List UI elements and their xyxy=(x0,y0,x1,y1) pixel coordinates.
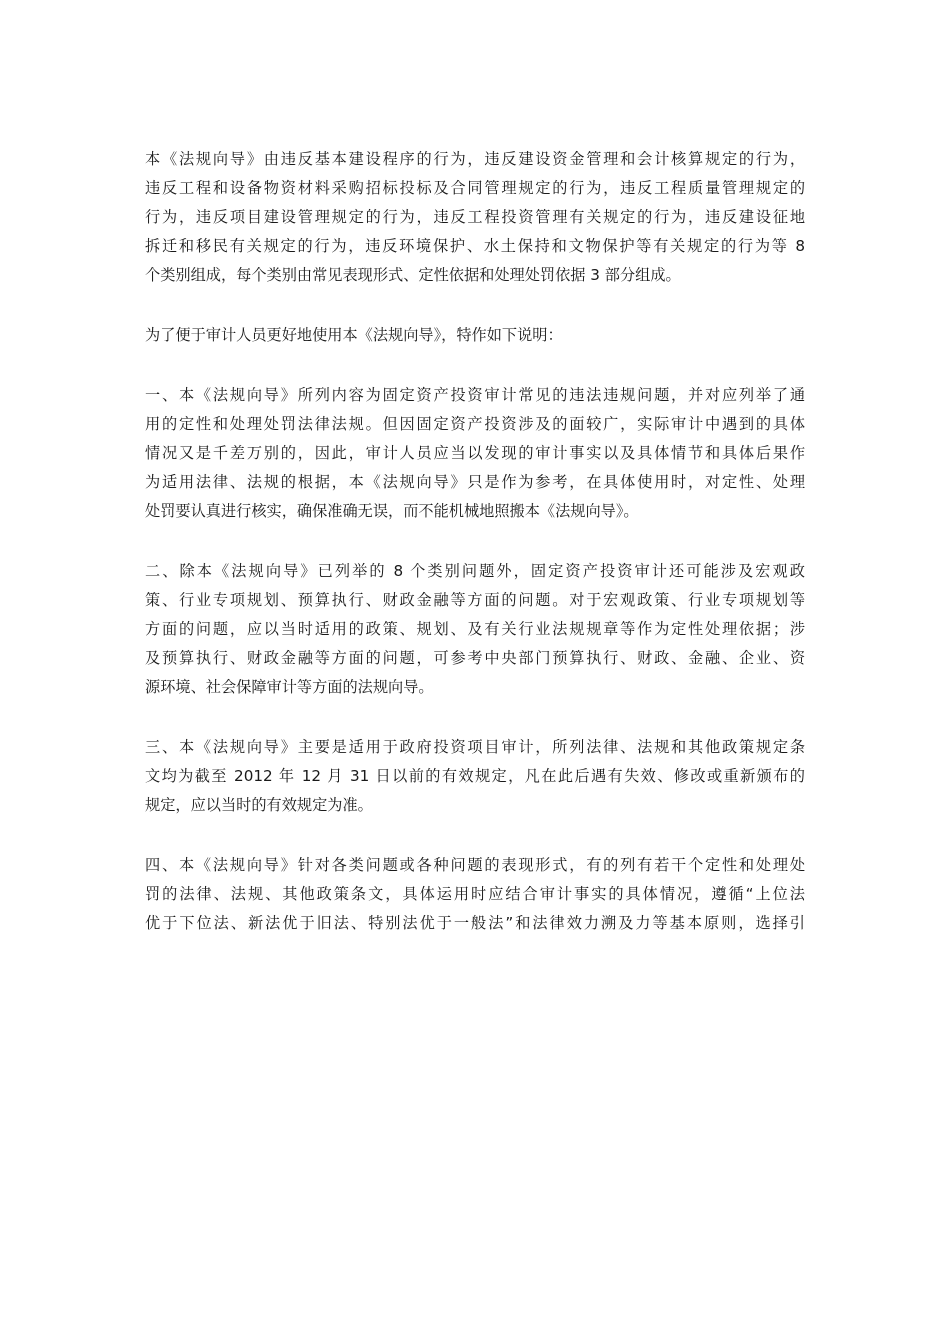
text-line: 个类别组成，每个类别由常见表现形式、定性依据和处理处罚依据 3 部分组成。 xyxy=(145,266,681,284)
text-line: 行为，违反项目建设管理规定的行为，违反工程投资管理有关规定的行为，违反建设征地 xyxy=(145,208,805,226)
paragraph-item-2 xyxy=(145,557,805,702)
paragraph-intro xyxy=(145,321,805,350)
text-line: 策、行业专项规划、预算执行、财政金融等方面的问题。对于宏观政策、行业专项规划等 xyxy=(145,591,805,609)
text-line: 违反工程和设备物资材料采购招标投标及合同管理规定的行为，违反工程质量管理规定的 xyxy=(145,179,805,197)
paragraph-item-3 xyxy=(145,733,805,820)
paragraph-composition xyxy=(145,145,805,290)
text-line: 用的定性和处理处罚法律法规。但因固定资产投资涉及的面较广，实际审计中遇到的具体 xyxy=(145,415,805,433)
text-line: 优于下位法、新法优于旧法、特别法优于一般法”和法律效力溯及力等基本原则，选择引 xyxy=(145,914,805,932)
document-body xyxy=(145,145,805,938)
paragraph-item-4 xyxy=(145,851,805,938)
text-line: 四、本《法规向导》针对各类问题或各种问题的表现形式，有的列有若干个定性和处理处 xyxy=(145,856,805,874)
text-line: 及预算执行、财政金融等方面的问题，可参考中央部门预算执行、财政、金融、企业、资 xyxy=(145,649,805,667)
paragraph-item-1 xyxy=(145,381,805,526)
text-line: 为了便于审计人员更好地使用本《法规向导》，特作如下说明： xyxy=(145,326,563,344)
text-line: 为适用法律、法规的根据，本《法规向导》只是作为参考，在具体使用时，对定性、处理 xyxy=(145,473,805,491)
text-line: 处罚要认真进行核实，确保准确无误，而不能机械地照搬本《法规向导》。 xyxy=(145,502,639,520)
text-line: 情况又是千差万别的，因此，审计人员应当以发现的审计事实以及具体情节和具体后果作 xyxy=(145,444,805,462)
text-line: 规定，应以当时的有效规定为准。 xyxy=(145,796,373,814)
text-line: 一、本《法规向导》所列内容为固定资产投资审计常见的违法违规问题，并对应列举了通 xyxy=(145,386,805,404)
text-line: 文均为截至 2012 年 12 月 31 日以前的有效规定，凡在此后遇有失效、修改或重新颁布的 xyxy=(145,767,805,785)
text-line: 方面的问题，应以当时适用的政策、规划、及有关行业法规规章等作为定性处理依据；涉 xyxy=(145,620,805,638)
text-line: 源环境、社会保障审计等方面的法规向导。 xyxy=(145,678,434,696)
text-line: 三、本《法规向导》主要是适用于政府投资项目审计，所列法律、法规和其他政策规定条 xyxy=(145,738,805,756)
text-line: 二、除本《法规向导》已列举的 8 个类别问题外，固定资产投资审计还可能涉及宏观政 xyxy=(145,562,805,580)
text-line: 拆迁和移民有关规定的行为，违反环境保护、水土保持和文物保护等有关规定的行为等 8 xyxy=(145,237,805,255)
text-line: 本《法规向导》由违反基本建设程序的行为，违反建设资金管理和会计核算规定的行为， xyxy=(145,150,805,168)
text-line: 罚的法律、法规、其他政策条文，具体运用时应结合审计事实的具体情况，遵循“上位法 xyxy=(145,885,805,903)
